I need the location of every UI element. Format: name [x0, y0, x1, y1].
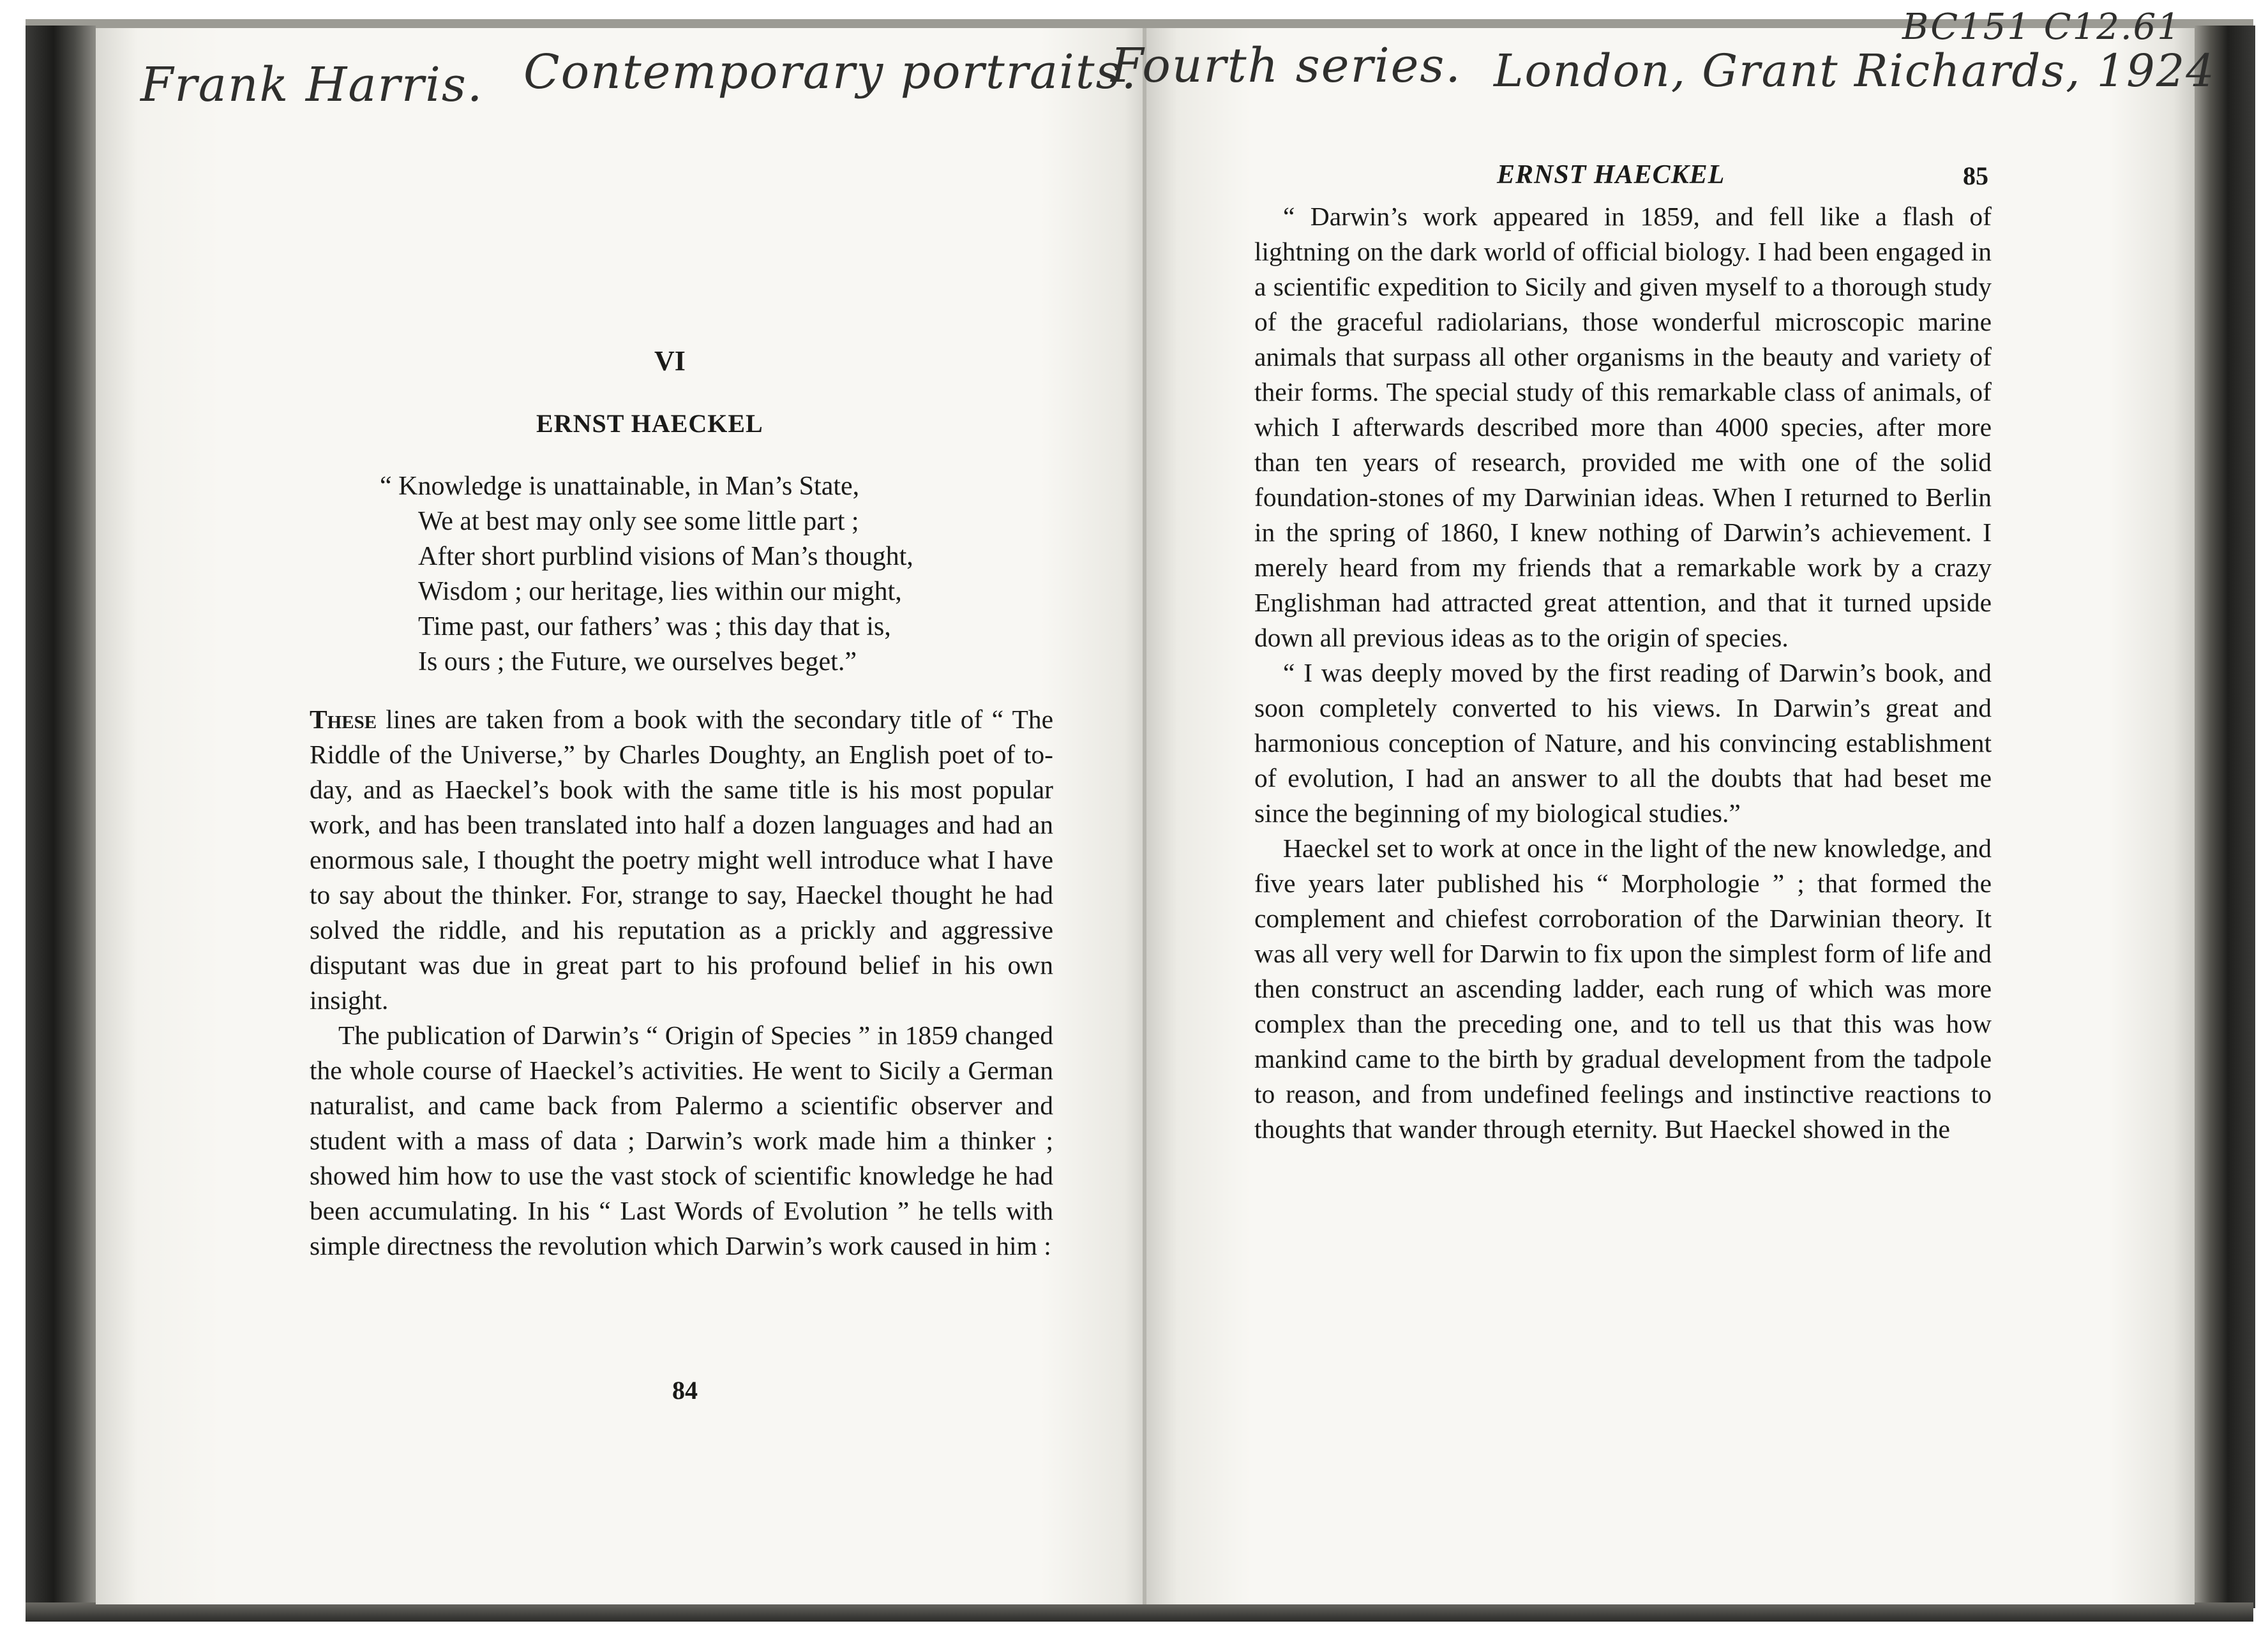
- book-gutter: [1143, 28, 1146, 1604]
- annotation-series: Fourth series.: [1111, 38, 1462, 93]
- running-head: ERNST HAECKEL: [1497, 160, 1725, 190]
- paragraph-text: lines are taken from a book with the secondary title of “ The Riddle of the Universe,” by Charles Doughty, an English poet of to-day, and as Haeckel’s book with the same title is his most popular work, and has been translated into half a dozen languages and had an enormous sale, I thought the poetry might well introduce what I have to say about the thinker. For, strange to say, Haeckel thought he had solved the riddle, and his reputation as a prickly and aggressive disputant was due in great part to his profound belief in his own insight.: [310, 705, 1053, 1015]
- chapter-number: VI: [654, 345, 686, 377]
- annotation-call-number: BC151 C12.61: [1902, 6, 2181, 48]
- epigraph-line: “ Knowledge is unattainable, in Man’s State,: [380, 472, 860, 501]
- right-page-body: [1254, 199, 1992, 1147]
- annotation-imprint: London, Grant Richards, 1924: [1494, 45, 2216, 97]
- epigraph-line: After short purblind visions of Man’s thought,: [418, 542, 913, 571]
- body-paragraph: “ I was deeply moved by the first reading of Darwin’s book, and soon completely converted to his views. In Darwin’s great and harmonious conception of Nature, and his convincing establishment of evolution, I had an answer to all the doubts that had beset me since the beginning of my biological studies.”: [1254, 658, 1992, 828]
- epigraph-line: Wisdom ; our heritage, lies within our might,: [418, 577, 902, 606]
- annotation-author: Frank Harris.: [140, 57, 484, 112]
- annotation-title: Contemporary portraits.: [523, 45, 1138, 100]
- left-page-body: [310, 702, 1053, 1264]
- epigraph-line: Is ours ; the Future, we ourselves beget.”: [418, 647, 857, 676]
- book-cover-left-edge: [26, 26, 96, 1608]
- epigraph-line: We at best may only see some little part ;: [418, 507, 859, 536]
- body-paragraph: Haeckel set to work at once in the light of the new knowledge, and five years later published his “ Morphologie ” ; that formed the complement and chiefest corroboration of the Darwinian theory. It was all very well for Darwin to fix upon the simplest form of life and then construct an ascending ladder, each rung of which was more complex than the preceding one, and to tell us that this was how mankind came to the birth by gradual development from the tadpole to reason, and from undefined feelings and instinctive reactions to thoughts that wander through eternity. But Haeckel showed in the: [1254, 833, 1992, 1144]
- body-paragraph: [310, 702, 1053, 1018]
- epigraph-line: Time past, our fathers’ was ; this day that is,: [418, 612, 891, 641]
- book-cover-bottom-edge: [26, 1602, 2253, 1622]
- chapter-title: ERNST HAECKEL: [536, 409, 763, 438]
- body-paragraph: “ Darwin’s work appeared in 1859, and fell like a flash of lightning on the dark world of official biology. I had been engaged in a scientific expedition to Sicily and given myself to a thorough study of the graceful radiolarians, those wonderful microscopic marine animals that surpass all other organisms in the beauty and variety of their forms. The special study of this remarkable class of animals, of which I afterwards described more than 4000 species, after more than ten years of research, provided me with one of the solid foundation-stones of my Darwinian ideas. When I returned to Berlin in the spring of 1860, I knew nothing of Darwin’s achievement. I merely heard from my friends that a remarkable work by a crazy Englishman had attracted great attention, and that it turned upside down all previous ideas as to the origin of species.: [1254, 202, 1992, 652]
- lead-word: These: [310, 705, 377, 734]
- epigraph: [380, 469, 913, 680]
- handwritten-annotation: [128, 6, 2216, 128]
- page-number-left: 84: [672, 1376, 698, 1405]
- page-number-right: 85: [1963, 161, 1988, 190]
- body-paragraph: The publication of Darwin’s “ Origin of Species ” in 1859 changed the whole course of Haeckel’s activities. He went to Sicily a German naturalist, and came back from Palermo a scientific observer and student with a mass of data ; Darwin’s work made him a thinker ; showed him how to use the vast stock of scientific knowledge he had been accumulating. In his “ Last Words of Evolution ” he tells with simple directness the revolution which Darwin’s work caused in him :: [310, 1020, 1053, 1260]
- book-cover-right-edge: [2195, 26, 2255, 1608]
